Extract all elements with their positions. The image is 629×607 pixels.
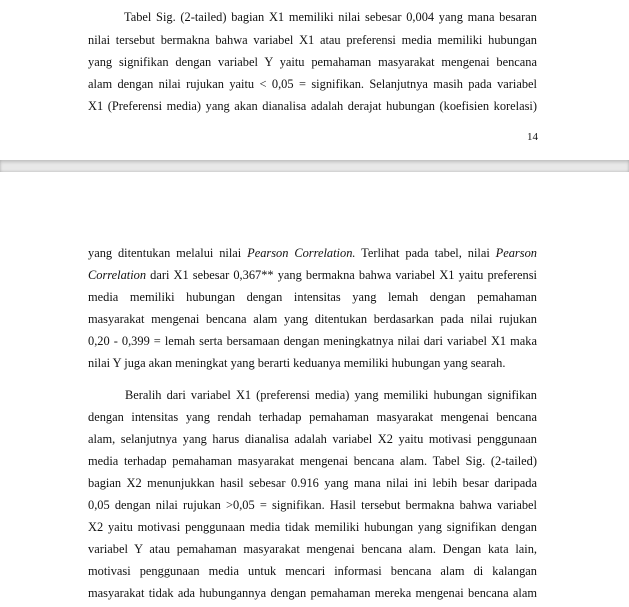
text-line: dengan intensitas yang rendah terhadap pemahaman masyarakat mengenai bencana	[88, 410, 537, 424]
text-run: Terlihat pada tabel, nilai	[355, 246, 496, 260]
text-run: dari X1 sebesar 0,367** yang bermakna bahwa variabel X1 yaitu preferensi	[146, 268, 537, 282]
document-page-bottom	[0, 172, 629, 607]
text-line	[88, 268, 537, 283]
text-line: media terhadap pemahaman masyarakat mengenai bencana alam. Tabel Sig. (2-tailed)	[88, 454, 537, 468]
text-line: Tabel Sig. (2-tailed) bagian X1 memiliki nilai sebesar 0,004 yang mana besaran	[124, 10, 537, 24]
page-number: 14	[527, 131, 538, 143]
text-line: nilai Y juga akan meningkat yang berarti keduanya memiliki hubungan yang searah.	[88, 356, 506, 370]
italic-term: Pearson	[495, 246, 537, 260]
italic-term: Pearson Correlation.	[247, 246, 356, 260]
document-page-top	[0, 0, 629, 160]
text-run: yang ditentukan melalui nilai	[88, 246, 248, 260]
text-line: X2 yaitu motivasi penggunaan media tidak memiliki hubungan yang signifikan dengan	[88, 520, 537, 534]
text-line: media memiliki hubungan dengan intensitas yang lemah dengan pemahaman	[88, 290, 537, 304]
italic-term: Correlation	[88, 268, 147, 282]
text-line: variabel Y atau pemahaman masyarakat mengenai bencana alam. Dengan kata lain,	[88, 542, 537, 556]
text-line: masyarakat tidak ada hubungannya dengan pemahaman mereka mengenai bencana alam	[88, 586, 537, 600]
text-line: 0,20 - 0,399 = lemah serta bersamaan dengan meningkatnya nilai dari variabel X1 maka	[88, 334, 537, 348]
text-line: motivasi penggunaan media untuk mencari informasi bencana alam di kalangan	[88, 564, 537, 578]
text-line: nilai tersebut bermakna bahwa variabel X1 atau preferensi media memiliki hubungan	[88, 33, 537, 47]
text-line	[88, 246, 537, 261]
text-line: masyarakat mengenai bencana alam yang ditentukan berdasarkan pada nilai rujukan	[88, 312, 537, 326]
text-line: X1 (Preferensi media) yang akan dianalisa adalah derajat hubungan (koefisien korelasi)	[88, 99, 537, 113]
page-separator	[0, 160, 629, 172]
text-line: yang signifikan dengan variabel Y yaitu pemahaman masyarakat mengenai bencana	[88, 55, 537, 69]
text-line: alam, selanjutnya yang harus dianalisa adalah variabel X2 yaitu motivasi penggunaan	[88, 432, 537, 446]
text-line: alam dengan nilai rujukan yaitu < 0,05 = signifikan. Selanjutnya masih pada variabel	[88, 77, 537, 91]
text-line: bagian X2 menunjukkan hasil sebesar 0.916 yang mana nilai ini lebih besar daripada	[88, 476, 537, 490]
text-line: Beralih dari variabel X1 (preferensi media) yang memiliki hubungan signifikan	[125, 388, 537, 402]
text-line: 0,05 dengan nilai rujukan >0,05 = signifikan. Hasil tersebut bermakna bahwa variabel	[88, 498, 537, 512]
